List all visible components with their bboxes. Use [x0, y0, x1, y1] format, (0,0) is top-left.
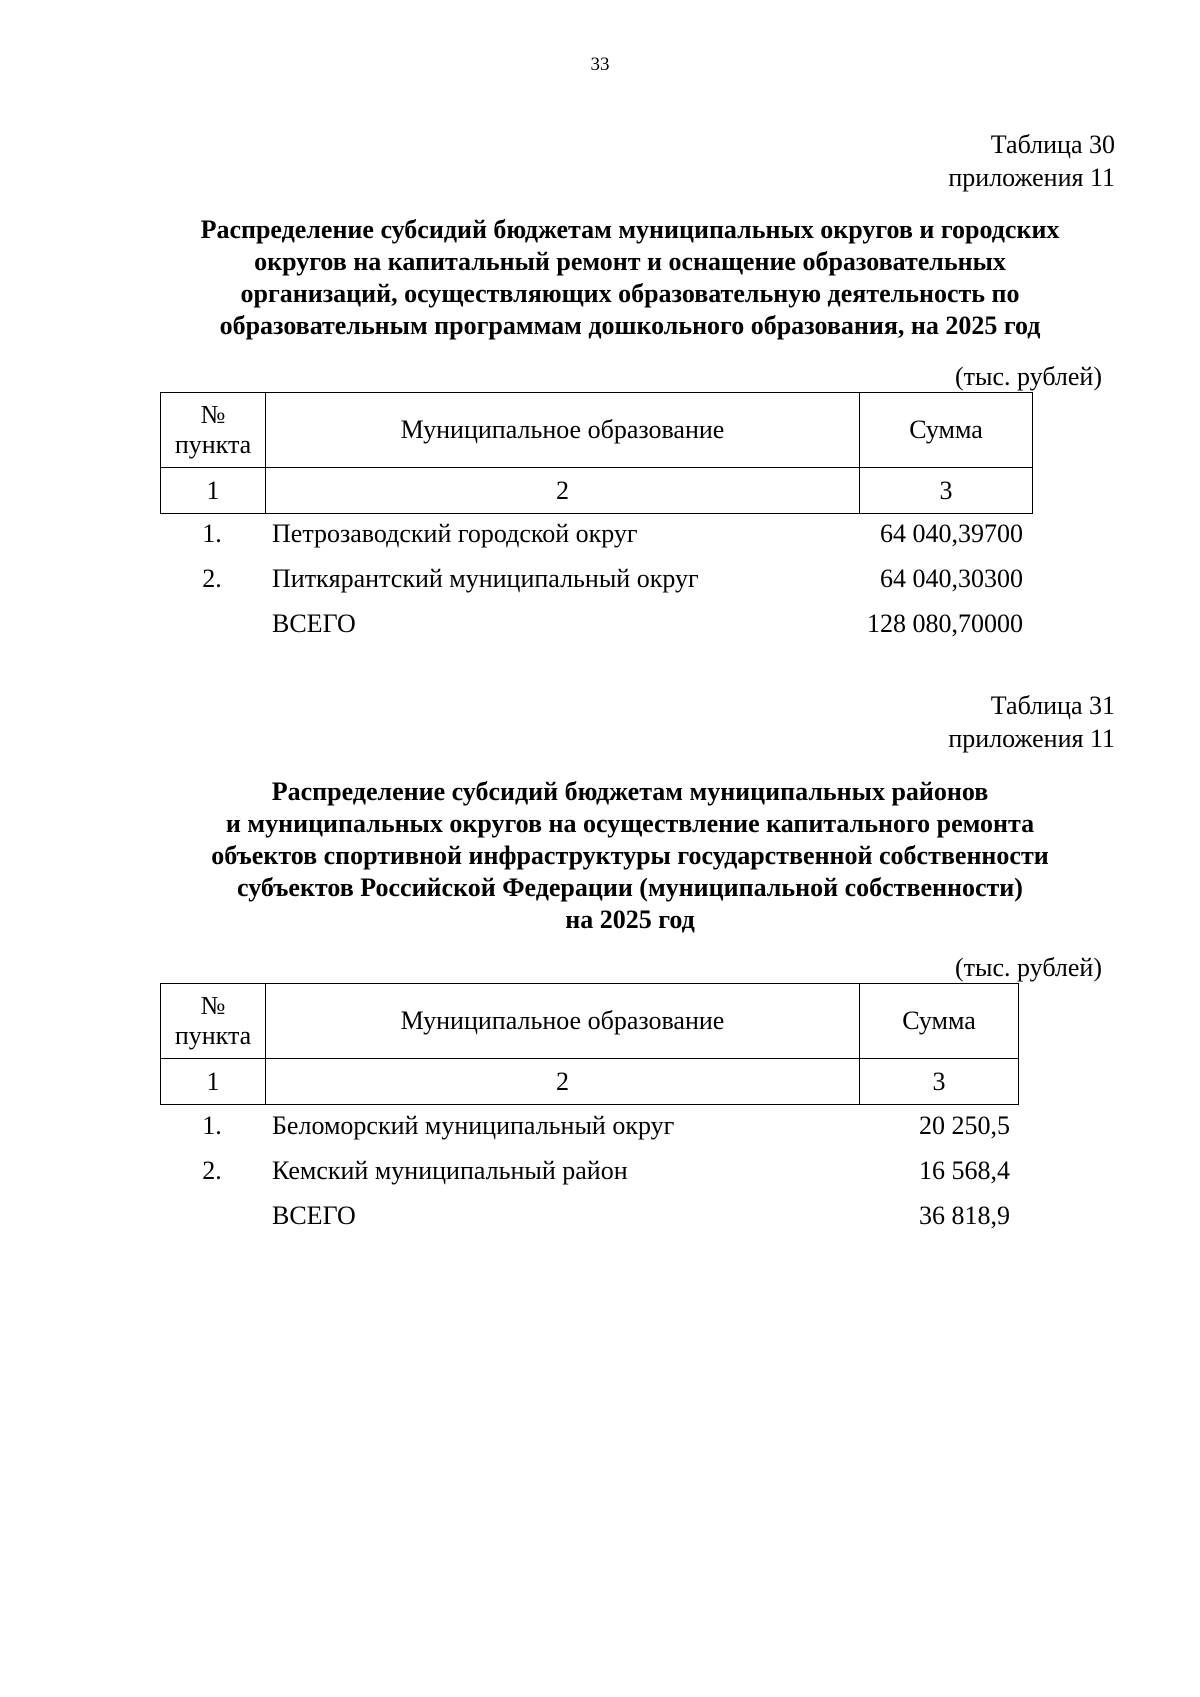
header-num-symbol: № [200, 991, 226, 1020]
column-number: 1 [161, 1059, 266, 1105]
table-caption-appendix: приложения 11 [948, 163, 1115, 192]
title-line: Распределение субсидий бюджетам муниципальных районов [271, 777, 989, 806]
table-caption-appendix: приложения 11 [948, 724, 1115, 753]
table-row [0, 1111, 1200, 1145]
table-30-caption [948, 128, 1115, 194]
row-number: 2. [202, 564, 222, 593]
table-row [0, 564, 1200, 598]
header-num-label: пункта [174, 430, 252, 459]
row-amount: 64 040,30300 [880, 564, 1023, 593]
row-municipality: Кемский муниципальный район [272, 1156, 628, 1185]
header-num-cell [161, 393, 266, 468]
column-number: 1 [161, 468, 266, 514]
column-number: 2 [266, 468, 860, 514]
column-number: 3 [860, 468, 1033, 514]
row-amount: 16 568,4 [919, 1156, 1010, 1185]
column-number: 3 [860, 1059, 1019, 1105]
table-31-caption [948, 689, 1115, 755]
header-num-symbol: № [200, 400, 226, 429]
title-line: Распределение субсидий бюджетам муниципальных округов и городских [200, 215, 1060, 244]
header-municipality: Муниципальное образование [266, 393, 860, 468]
row-total-amount: 36 818,9 [919, 1201, 1010, 1230]
row-amount: 20 250,5 [919, 1111, 1010, 1140]
title-line: образовательным программам дошкольного образования, на 2025 год [219, 311, 1041, 340]
units-label: (тыс. рублей) [954, 953, 1102, 982]
table-30-title [130, 214, 1130, 342]
row-total-label: ВСЕГО [272, 1201, 356, 1230]
table-31-title [130, 776, 1130, 936]
row-amount: 64 040,39700 [880, 519, 1023, 548]
title-line: на 2025 год [565, 905, 695, 934]
table-total-row [0, 1201, 1200, 1235]
header-municipality: Муниципальное образование [266, 984, 860, 1059]
header-sum: Сумма [860, 984, 1019, 1059]
row-total-label: ВСЕГО [272, 609, 356, 638]
table-31-header [160, 983, 1019, 1105]
header-sum: Сумма [860, 393, 1033, 468]
title-line: субъектов Российской Федерации (муниципальной собственности) [237, 873, 1023, 902]
table-total-row [0, 609, 1200, 643]
table-caption-number: Таблица 31 [990, 691, 1115, 720]
row-municipality: Петрозаводский городской округ [272, 519, 638, 548]
title-line: объектов спортивной инфраструктуры государственной собственности [211, 841, 1049, 870]
units-label: (тыс. рублей) [954, 362, 1102, 391]
row-municipality: Беломорский муниципальный округ [272, 1111, 675, 1140]
row-municipality: Питкярантский муниципальный округ [272, 564, 699, 593]
row-total-amount: 128 080,70000 [867, 609, 1023, 638]
row-number: 1. [202, 1111, 222, 1140]
title-line: и муниципальных округов на осуществление капитального ремонта [225, 809, 1035, 838]
title-line: организаций, осуществляющих образовательную деятельность по [240, 279, 1020, 308]
table-row [0, 519, 1200, 553]
table-caption-number: Таблица 30 [990, 130, 1115, 159]
title-line: округов на капитальный ремонт и оснащение образовательных [254, 247, 1006, 276]
table-30-header [160, 392, 1033, 514]
table-row [0, 1156, 1200, 1190]
row-number: 1. [202, 519, 222, 548]
header-num-label: пункта [174, 1021, 252, 1050]
column-number: 2 [266, 1059, 860, 1105]
row-number: 2. [202, 1156, 222, 1185]
header-num-cell [161, 984, 266, 1059]
page-number: 33 [590, 54, 610, 75]
